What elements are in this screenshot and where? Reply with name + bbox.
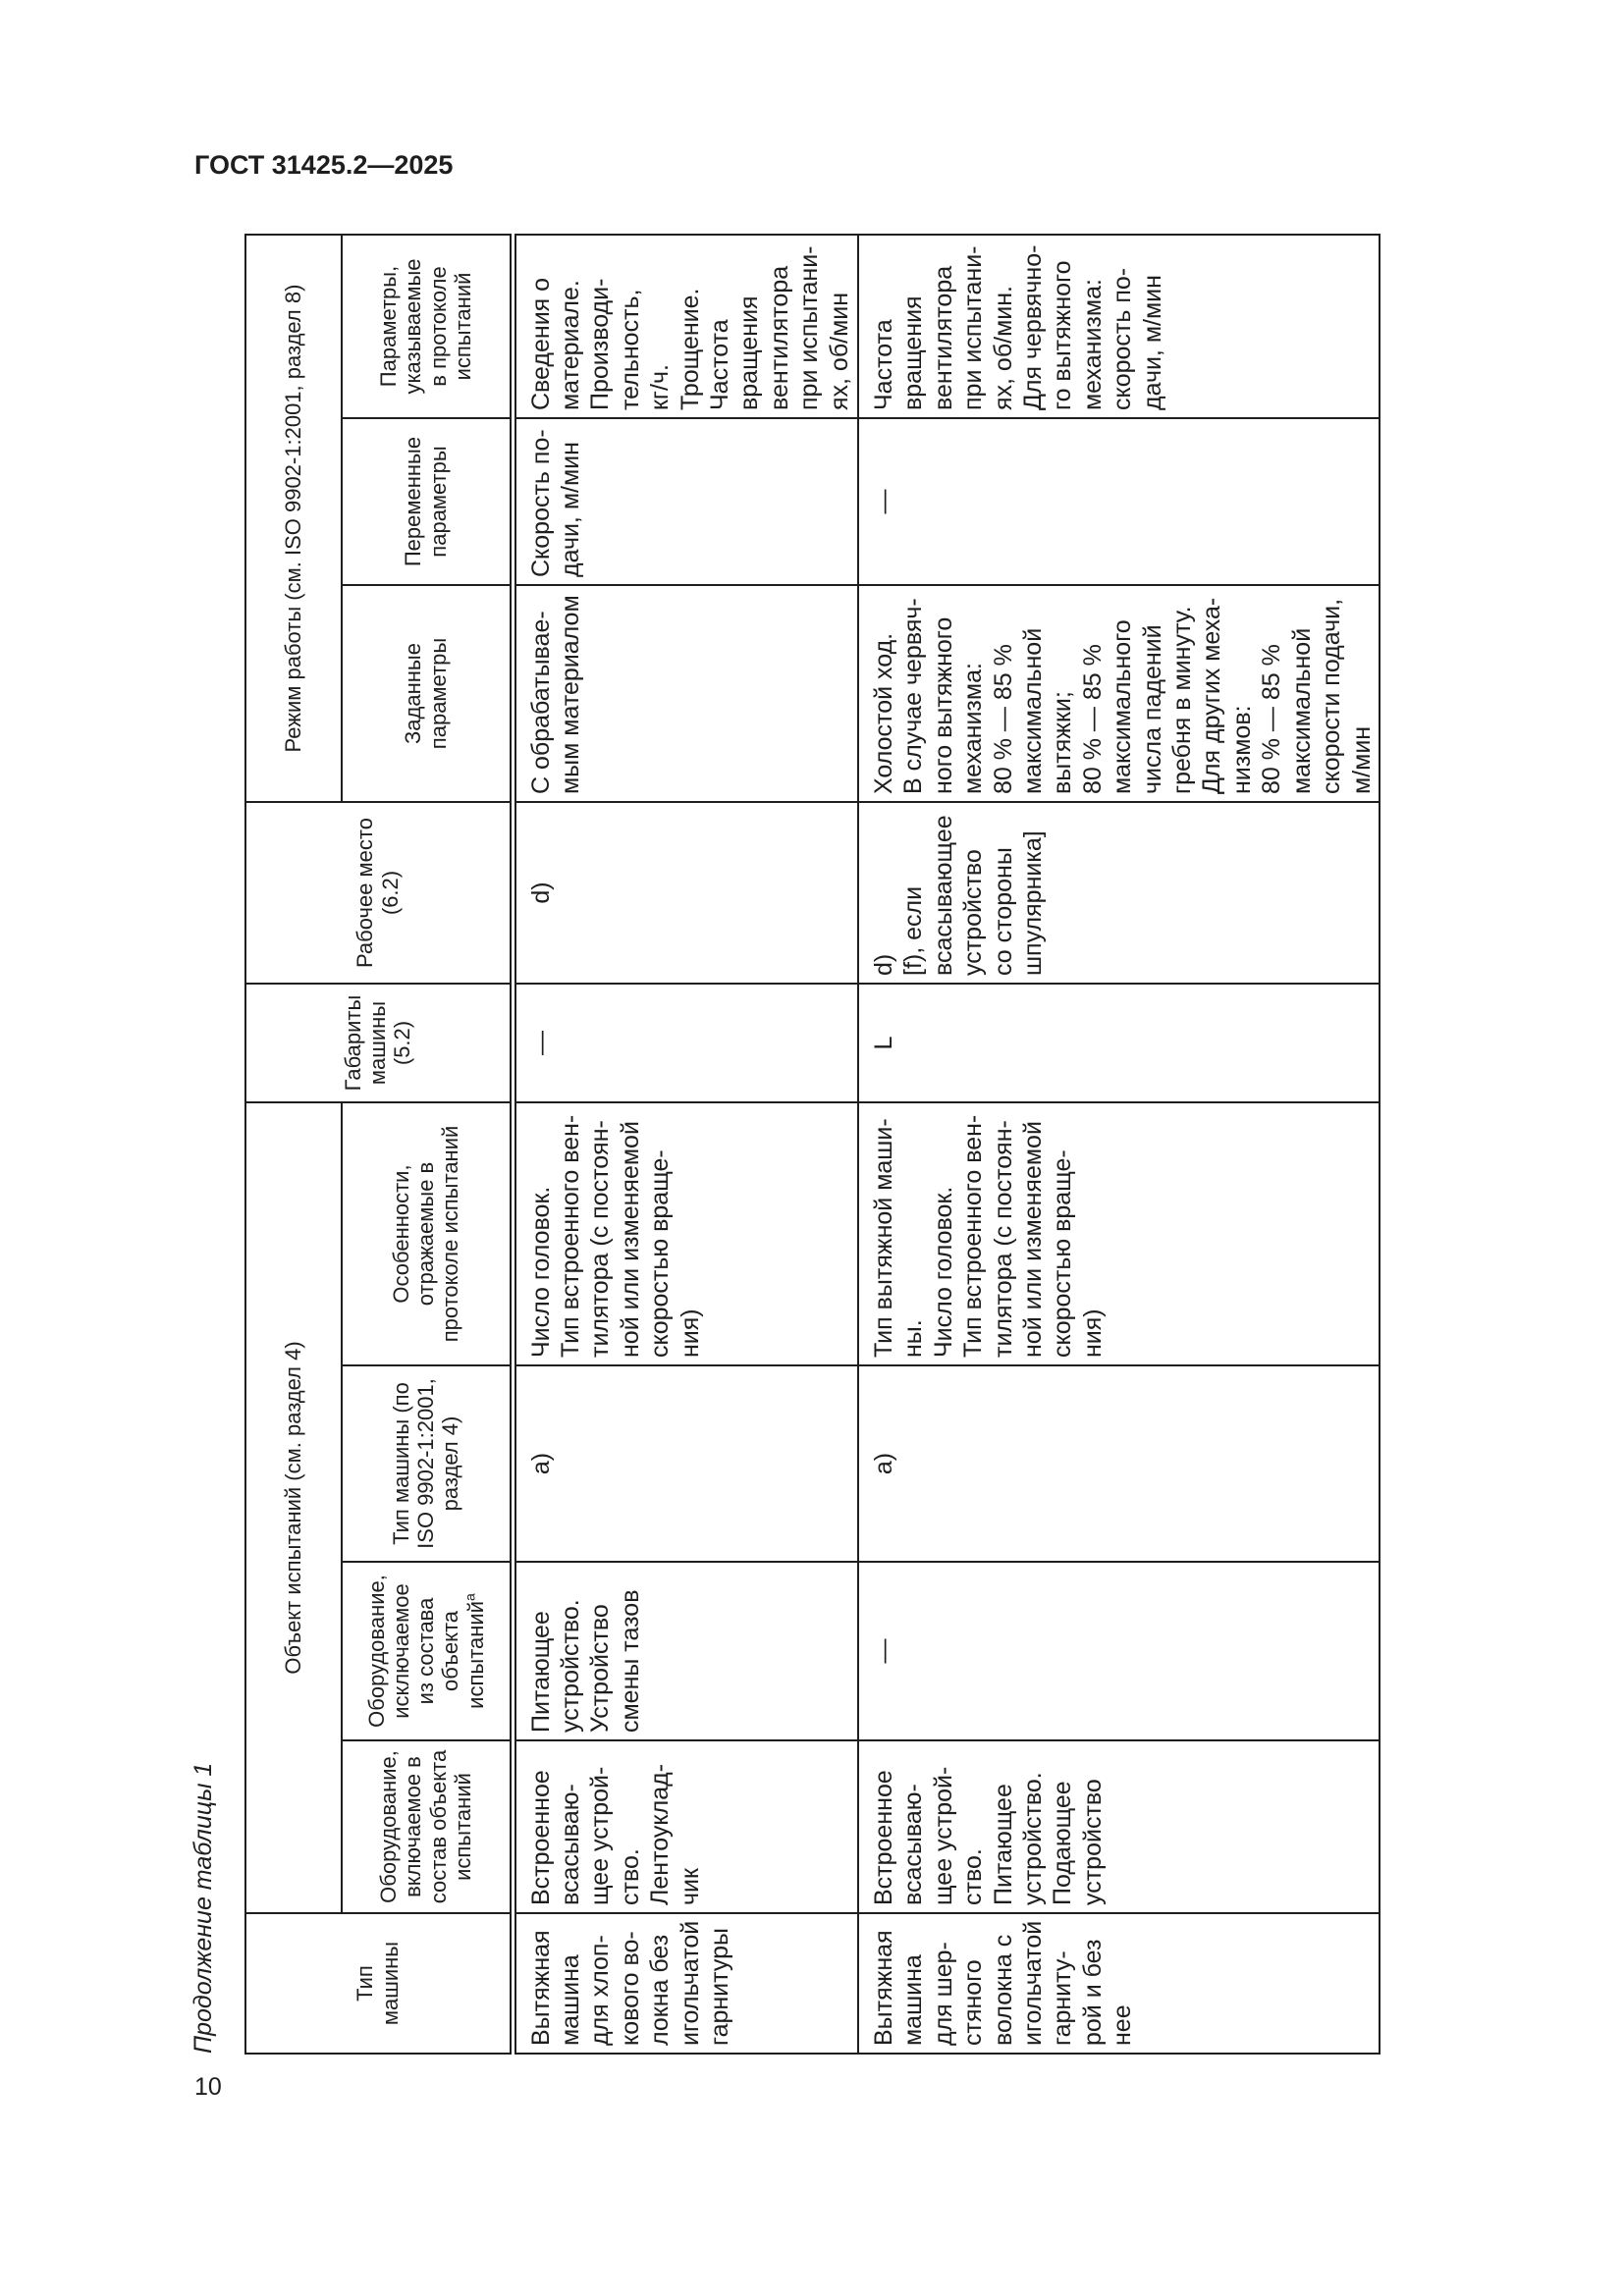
- header-excluded-equipment: [342, 1562, 513, 1740]
- table-row: [513, 235, 858, 2054]
- machine-test-conditions-table: [244, 234, 1380, 2055]
- table-group-header-row: [245, 235, 342, 2054]
- header-set-parameters: Заданные параметры: [342, 585, 513, 802]
- header-group-test-object: Объект испытаний (см. раздел 4): [245, 1102, 342, 1913]
- cell-reported-parameters: Частота вращения вентилятора при испытани- ях, об/мин. Для червячно- го вытяжного механизма: скорость по- дачи, м/мин: [858, 235, 1380, 418]
- cell-excluded-equipment: —: [858, 1562, 1380, 1740]
- header-iso-machine-type: Тип машины (по ISO 9902-1:2001, раздел 4): [342, 1365, 513, 1562]
- cell-variable-parameters: Скорость по- дачи, м/мин: [513, 418, 858, 585]
- cell-included-equipment: Встроенное всасываю- щее устрой- ство. Лентоуклад- чик: [513, 1740, 858, 1913]
- cell-set-parameters: Холостой ход. В случае червяч- ного вытяжного механизма: 80 % — 85 % максимальной вытяжки; 80 % — 85 % максимального числа падений гребня в минуту. Для других меха- низмов: 80 % — 85 % максимальной скорости подачи, м/мин: [858, 585, 1380, 802]
- document-code-header: ГОСТ 31425.2—2025: [194, 150, 454, 180]
- rotated-table-container: [244, 236, 1379, 2055]
- cell-dimensions: —: [513, 984, 858, 1102]
- header-reported-parameters: Параметры, указываемые в протоколе испытаний: [342, 235, 513, 418]
- cell-machine-type: Вытяжная машина для хлоп- кового во- локна без игольчатой гарнитуры: [513, 1913, 858, 2054]
- cell-included-equipment: Встроенное всасываю- щее устрой- ство. Питающее устройство. Подающее устройство: [858, 1740, 1380, 1913]
- cell-workplace: d): [513, 802, 858, 984]
- cell-machine-type: Вытяжная машина для шер- стяного волокна с игольчатой гарниту- рой и без нее: [858, 1913, 1380, 2054]
- table-continuation-caption: Продолжение таблицы 1: [189, 1762, 217, 2054]
- header-machine-type: Тип машины: [245, 1913, 513, 2054]
- cell-features: Тип вытяжной маши- ны. Число головок. Тип встроенного вен- тилятора (с постоян- ной или изменяемой скоростью враще- ния): [858, 1102, 1380, 1365]
- cell-reported-parameters: Сведения о материале. Производи- тельность, кг/ч. Трощение. Частота вращения вентилятора при испытани- ях, об/мин: [513, 235, 858, 418]
- table-body: [513, 235, 1380, 2054]
- cell-set-parameters: С обрабатывае- мым материалом: [513, 585, 858, 802]
- header-excluded-equipment-label: Оборудование, исключаемое из состава объекта испытаний: [363, 1575, 488, 1728]
- table-header: [245, 235, 513, 2054]
- table-row: [858, 235, 1380, 2054]
- cell-excluded-equipment: Питающее устройство. Устройство смены тазов: [513, 1562, 858, 1740]
- cell-iso-machine-type: a): [858, 1365, 1380, 1562]
- cell-variable-parameters: —: [858, 418, 1380, 585]
- table-frame: [244, 236, 1379, 2055]
- page-number: 10: [194, 2073, 222, 2101]
- header-features: Особенности, отражаемые в протоколе испытаний: [342, 1102, 513, 1365]
- cell-dimensions: L: [858, 984, 1380, 1102]
- cell-iso-machine-type: a): [513, 1365, 858, 1562]
- footnote-mark: а: [461, 1593, 478, 1601]
- cell-features: Число головок. Тип встроенного вен- тилятора (с постоян- ной или изменяемой скоростью враще- ния): [513, 1102, 858, 1365]
- cell-workplace: d) [f), если всасывающее устройство со стороны шпулярника]: [858, 802, 1380, 984]
- header-workplace: Рабочее место (6.2): [245, 802, 513, 984]
- header-group-operating-mode: Режим работы (см. ISO 9902-1:2001, раздел 8): [245, 235, 342, 802]
- header-variable-parameters: Переменные параметры: [342, 418, 513, 585]
- header-dimensions: Габариты машины (5.2): [245, 984, 513, 1102]
- table-subheader-row: [342, 235, 513, 2054]
- header-included-equipment: Оборудование, включаемое в состав объекта испытаний: [342, 1740, 513, 1913]
